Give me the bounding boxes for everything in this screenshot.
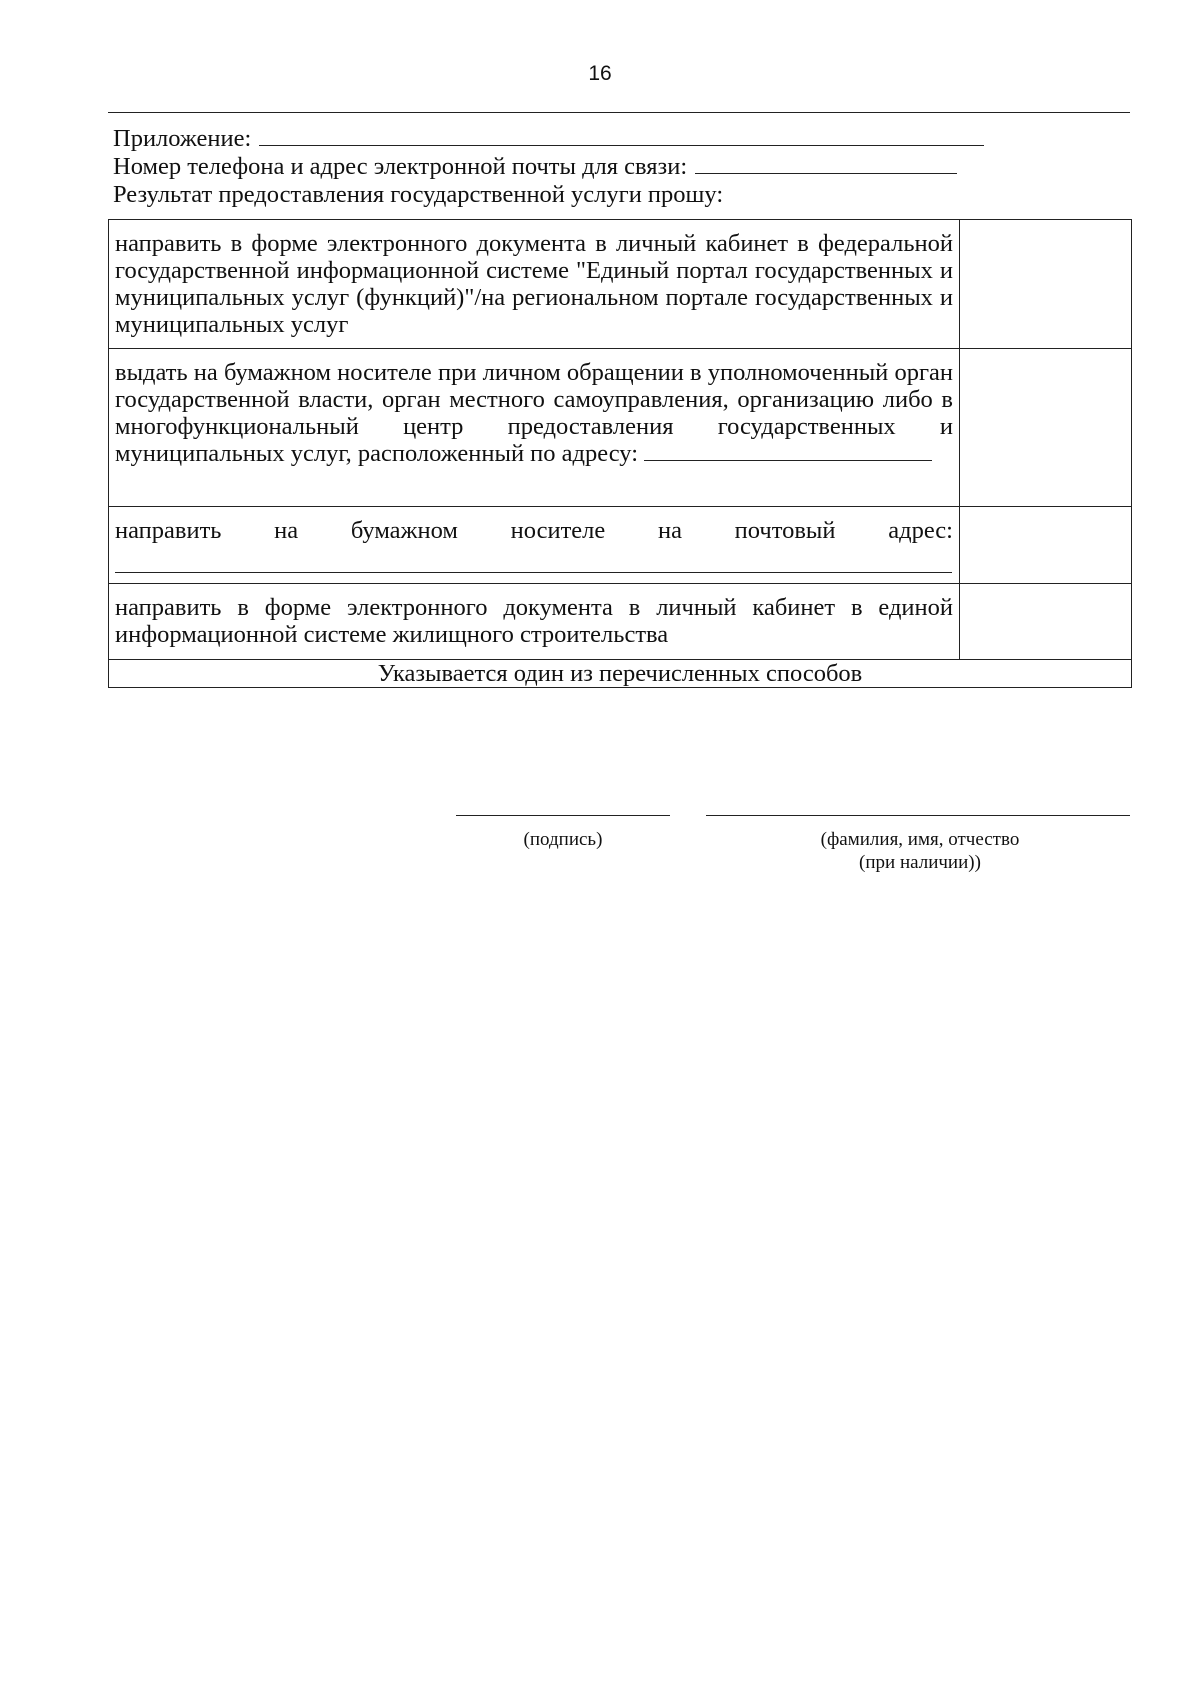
contact-row xyxy=(113,153,984,181)
address-field[interactable] xyxy=(644,440,932,461)
option-paper-in-person-checkbox[interactable] xyxy=(960,349,1132,507)
top-divider xyxy=(108,112,1130,113)
full-name-line[interactable] xyxy=(706,815,1130,816)
option-row xyxy=(109,220,1132,349)
note-text: Указывается один из перечисленных способов xyxy=(109,660,1132,688)
option-text-cell xyxy=(109,584,960,660)
full-name-caption-line2: (при наличии)) xyxy=(859,852,981,873)
option-row xyxy=(109,584,1132,660)
option-row xyxy=(109,507,1132,584)
attachment-field[interactable] xyxy=(259,125,984,146)
page-number: 16 xyxy=(588,62,612,85)
option-paper-in-person-text: выдать на бумажном носителе при личном обращении в уполномоченный орган государственной власти, орган местного самоуправления, организацию либо в многофункциональный центр предоставления государственных и муниципальных услуг, расположенный по адресу: xyxy=(115,359,953,467)
option-eisgs-checkbox[interactable] xyxy=(960,584,1132,660)
option-postal-text: направить на бумажном носителе на почтовый адрес: xyxy=(115,517,953,544)
signature-caption: (подпись) xyxy=(523,829,603,850)
option-postal-checkbox[interactable] xyxy=(960,507,1132,584)
delivery-options-table xyxy=(108,219,1132,688)
result-row xyxy=(113,181,984,209)
option-text-cell xyxy=(109,220,960,349)
option-epgu-text: направить в форме электронного документа в личный кабинет в федеральной государственной информационной системе "Единый портал государственных и муниципальных услуг (функций)"/на региональном портале государственных и муниципальных услуг xyxy=(115,230,953,338)
option-row xyxy=(109,349,1132,507)
result-label: Результат предоставления государственной услуги прошу: xyxy=(113,181,724,208)
full-name-caption-line1: (фамилия, имя, отчество xyxy=(820,829,1020,850)
header-fields xyxy=(113,125,984,209)
contact-field[interactable] xyxy=(695,153,957,174)
option-text-cell xyxy=(109,349,960,507)
signature-line[interactable] xyxy=(456,815,670,816)
attachment-label: Приложение: xyxy=(113,125,252,152)
option-eisgs-text: направить в форме электронного документа в личный кабинет в единой информационной системе жилищного строительства xyxy=(115,594,953,648)
attachment-row xyxy=(113,125,984,153)
option-paper-in-person xyxy=(109,349,959,475)
note-row xyxy=(109,660,1132,688)
option-epgu-checkbox[interactable] xyxy=(960,220,1132,349)
postal-address-field[interactable] xyxy=(115,556,952,573)
full-name-caption xyxy=(760,828,1080,874)
option-text-cell xyxy=(109,507,960,584)
contact-label: Номер телефона и адрес электронной почты для связи: xyxy=(113,153,688,180)
